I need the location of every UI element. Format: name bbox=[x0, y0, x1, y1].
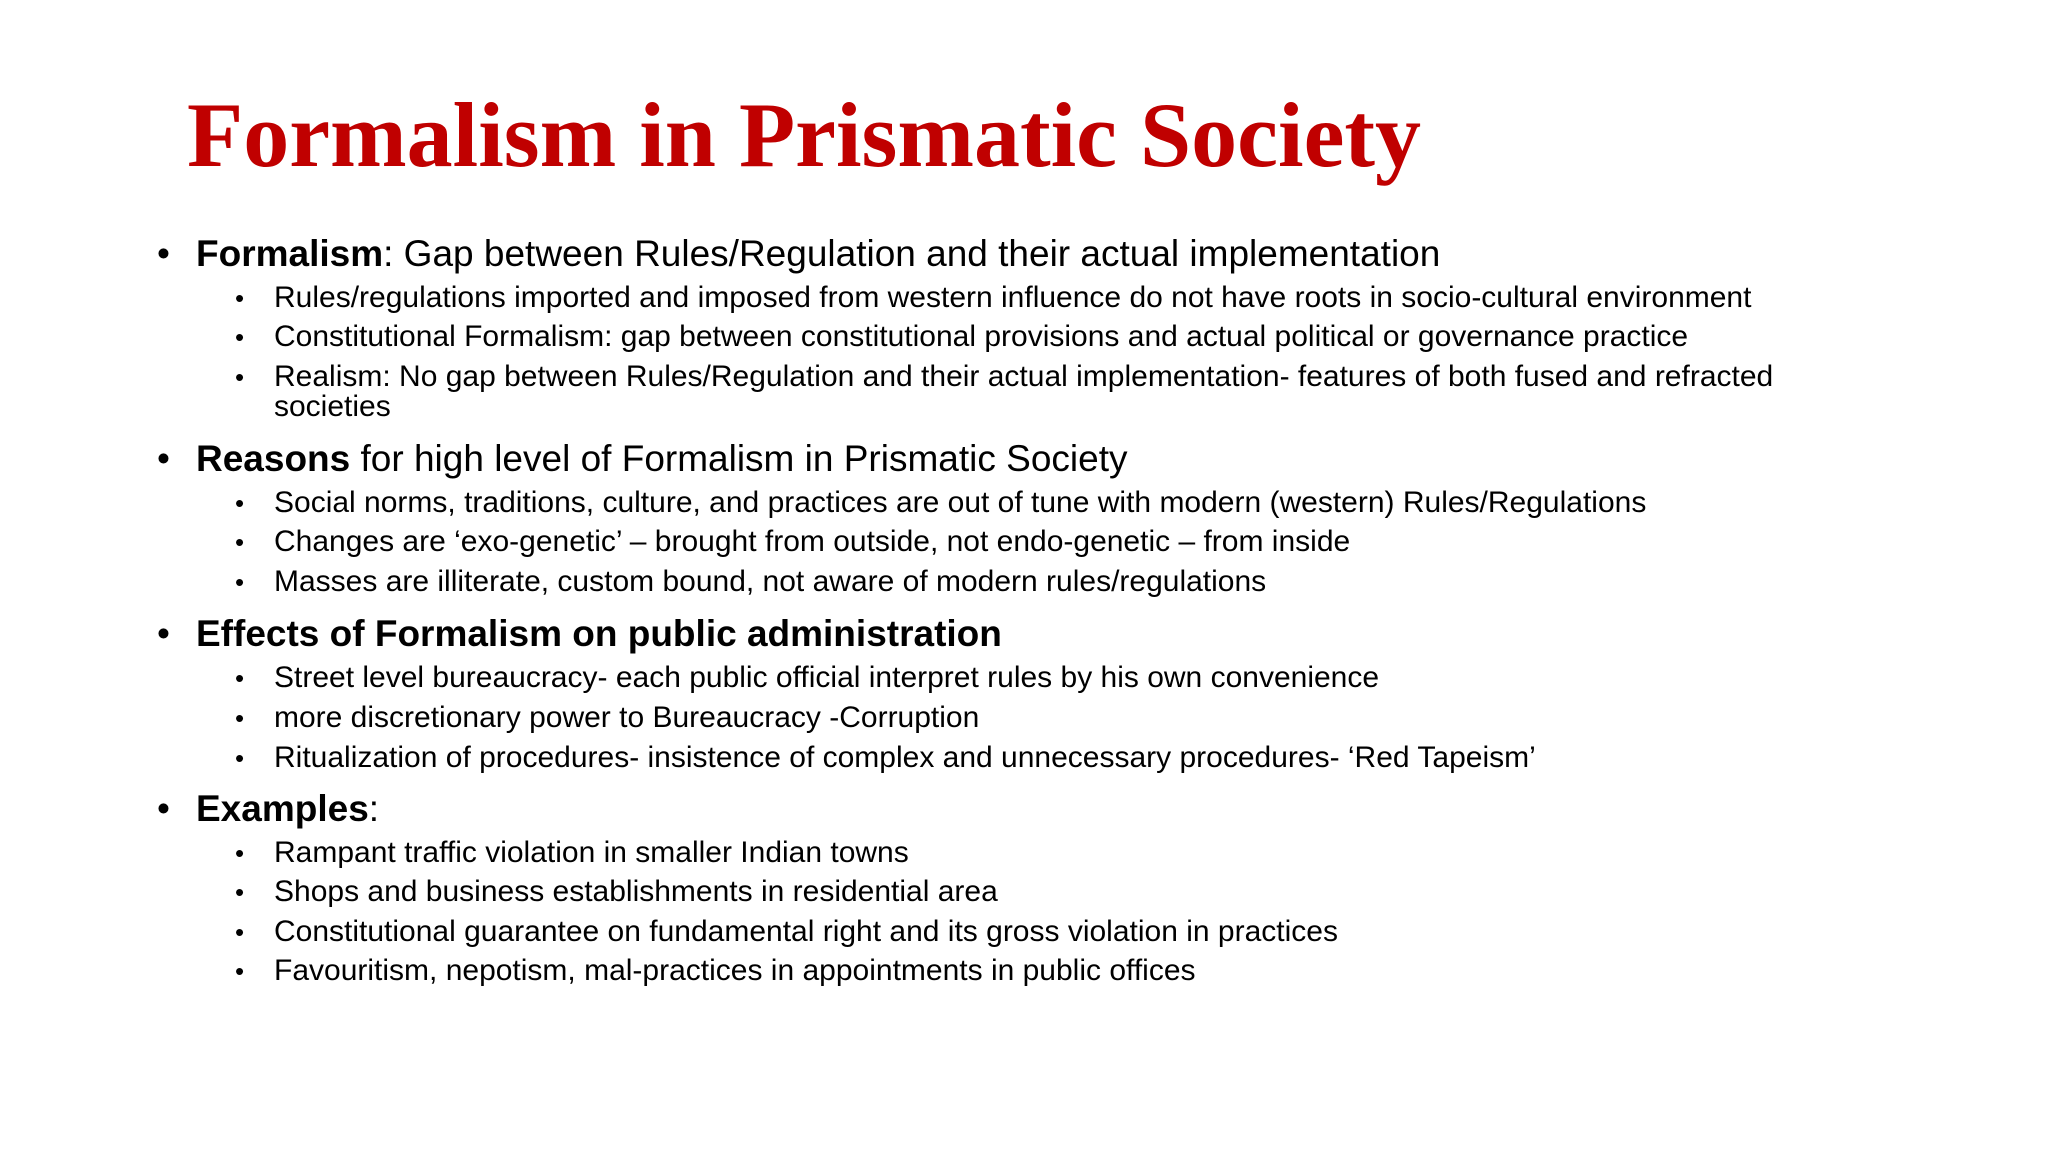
bullet-lead: Formalism bbox=[196, 233, 384, 274]
bullet-lead-rest: for high level of Formalism in Prismatic Society bbox=[350, 438, 1128, 479]
bullet-text bbox=[196, 787, 379, 831]
bullet-marker: • bbox=[235, 956, 245, 986]
bullet-marker: • bbox=[235, 838, 245, 868]
bullet-marker: • bbox=[235, 527, 245, 557]
list-item-text: Favouritism, nepotism, mal-practices in appointments in public offices bbox=[274, 954, 1196, 987]
bullet-marker: • bbox=[235, 877, 245, 907]
bullet-lead: Effects of Formalism on public administration bbox=[196, 613, 1002, 654]
list-item-text: Ritualization of procedures- insistence of complex and unnecessary procedures- ‘Red Tapeism’ bbox=[274, 741, 1536, 774]
bullet-lead-rest: : Gap between Rules/Regulation and their actual implementation bbox=[383, 233, 1441, 274]
list-item-text: Realism: No gap between Rules/Regulation and their actual implementation- features of both fused and refracted societies bbox=[274, 360, 1774, 423]
bullet-marker: • bbox=[157, 788, 170, 829]
list-item-text: Masses are illiterate, custom bound, not aware of modern rules/regulations bbox=[274, 565, 1267, 598]
bullet-marker: • bbox=[235, 322, 245, 352]
list-item-text: Constitutional guarantee on fundamental right and its gross violation in practices bbox=[274, 915, 1338, 948]
list-item-text: Street level bureaucracy- each public official interpret rules by his own convenience bbox=[274, 661, 1380, 694]
bullet-text bbox=[196, 232, 1440, 276]
bullet-marker: • bbox=[235, 488, 245, 518]
bullet-marker: • bbox=[235, 703, 245, 733]
bullet-lead: Reasons bbox=[196, 438, 351, 479]
bullet-lead-rest: : bbox=[368, 788, 380, 829]
list-item-text: Changes are ‘exo-genetic’ – brought from outside, not endo-genetic – from inside bbox=[274, 525, 1351, 558]
list-item-text: Shops and business establishments in residential area bbox=[274, 875, 998, 908]
bullet-marker: • bbox=[235, 917, 245, 947]
bullet-marker: • bbox=[157, 613, 170, 654]
bullet-marker: • bbox=[235, 567, 245, 597]
bullet-marker: • bbox=[235, 663, 245, 693]
slide-title: Formalism in Prismatic Society bbox=[187, 84, 1422, 186]
bullet-marker: • bbox=[235, 283, 245, 313]
bullet-marker: • bbox=[157, 233, 170, 274]
list-item-text: Rampant traffic violation in smaller Indian towns bbox=[274, 836, 909, 869]
bullet-text bbox=[196, 437, 1127, 481]
list-item-text: more discretionary power to Bureaucracy -Corruption bbox=[274, 701, 980, 734]
list-item-text: Constitutional Formalism: gap between constitutional provisions and actual political or governance practice bbox=[274, 320, 1689, 353]
bullet-marker: • bbox=[157, 438, 170, 479]
list-item-text: Rules/regulations imported and imposed from western influence do not have roots in socio-cultural environment bbox=[274, 281, 1752, 314]
bullet-marker: • bbox=[235, 362, 245, 392]
bullet-lead: Examples bbox=[196, 788, 369, 829]
list-item-text: Social norms, traditions, culture, and practices are out of tune with modern (western) Rules/Regulations bbox=[274, 486, 1647, 519]
bullet-marker: • bbox=[235, 743, 245, 773]
